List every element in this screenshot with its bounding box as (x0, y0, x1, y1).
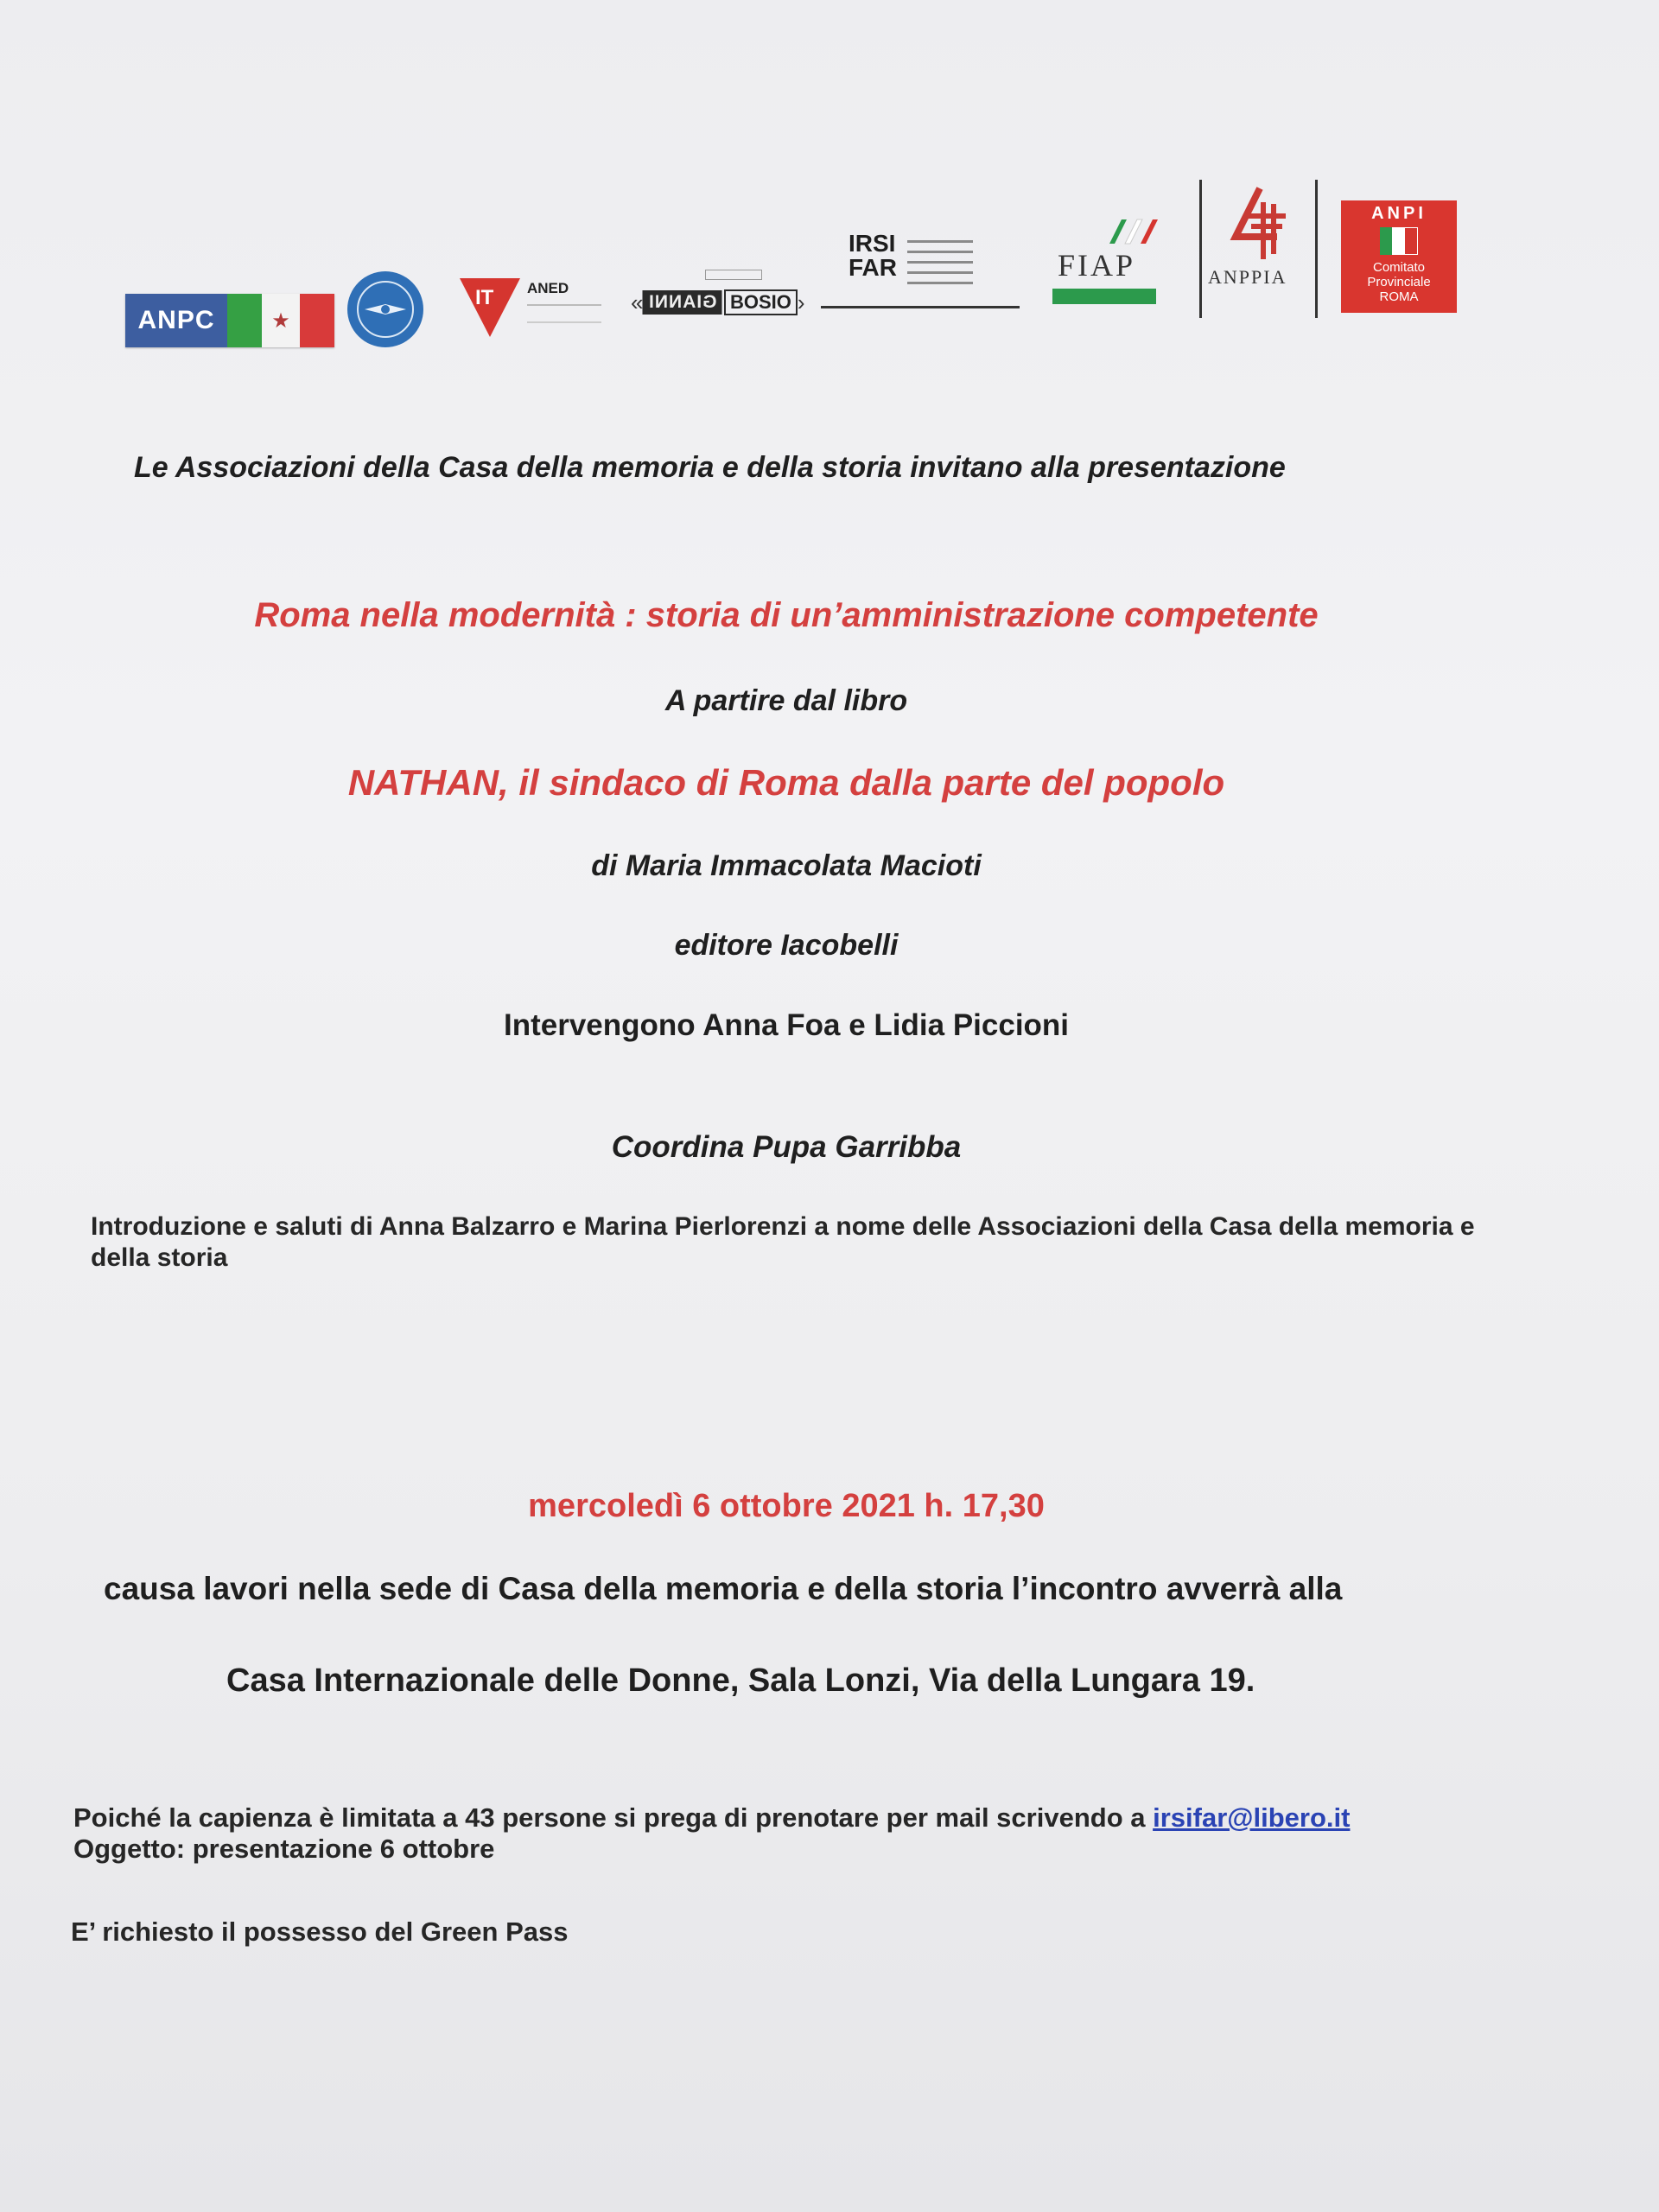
irsifar-logo: IRSI FAR (821, 232, 1028, 318)
aned-logo: IT ANED (458, 275, 613, 346)
anppia-logo: ANPPIA (1199, 180, 1320, 325)
book-title: NATHAN, il sindaco di Roma dalla parte del popolo (347, 762, 1225, 803)
booking-email-link[interactable]: irsifar@libero.it (1153, 1802, 1351, 1833)
author-line: di Maria Immacolata Macioti (591, 849, 982, 882)
coordinator-line: Coordina Pupa Garribba (611, 1130, 962, 1164)
publisher-line: editore Iacobelli (674, 929, 899, 962)
association-roundel-logo (346, 270, 425, 349)
anpi-roma-logo: ANPI Comitato Provinciale ROMA (1341, 200, 1457, 313)
venue-address: Casa Internazionale delle Donne, Sala Lonzi, Via della Lungara 19. (226, 1662, 1255, 1699)
speakers-line: Intervengono Anna Foa e Lidia Piccioni (503, 1008, 1070, 1042)
aned-triangle-icon (458, 275, 522, 339)
event-date: mercoledì 6 ottobre 2021 h. 17,30 (528, 1488, 1045, 1524)
fiap-flag-icon (1108, 214, 1160, 245)
fiap-logo: FIAP (1052, 214, 1161, 311)
subject-line: Oggetto: presentazione 6 ottobre (73, 1834, 495, 1864)
venue-note: causa lavori nella sede di Casa della memoria e della storia l’incontro avverrà alla (104, 1571, 1343, 1606)
anppia-symbol-icon (1225, 185, 1294, 263)
anpc-logo: ANPC ★ (125, 294, 334, 347)
event-title: Roma nella modernità : storia di un’amministrazione competente (254, 596, 1319, 634)
green-pass-note: E’ richiesto il possesso del Green Pass (71, 1916, 569, 1947)
gianni-bosio-logo: « GIANNI BOSIO › (631, 270, 814, 330)
italian-flag-icon (1380, 227, 1418, 255)
intro-paragraph: Introduzione e saluti di Anna Balzarro e Marina Pierlorenzi a nome delle Associazioni della Casa della memoria e della storia (91, 1212, 1475, 1272)
booking-block (73, 1802, 1350, 1865)
invitation-line: Le Associazioni della Casa della memoria e della storia invitano alla presentazione (134, 451, 1286, 484)
from-book-line: A partire dal libro (664, 684, 908, 717)
logo-strip (121, 173, 1469, 363)
svg-text:IT: IT (475, 286, 494, 309)
booking-text: Poiché la capienza è limitata a 43 persone si prega di prenotare per mail scrivendo a (73, 1802, 1146, 1833)
